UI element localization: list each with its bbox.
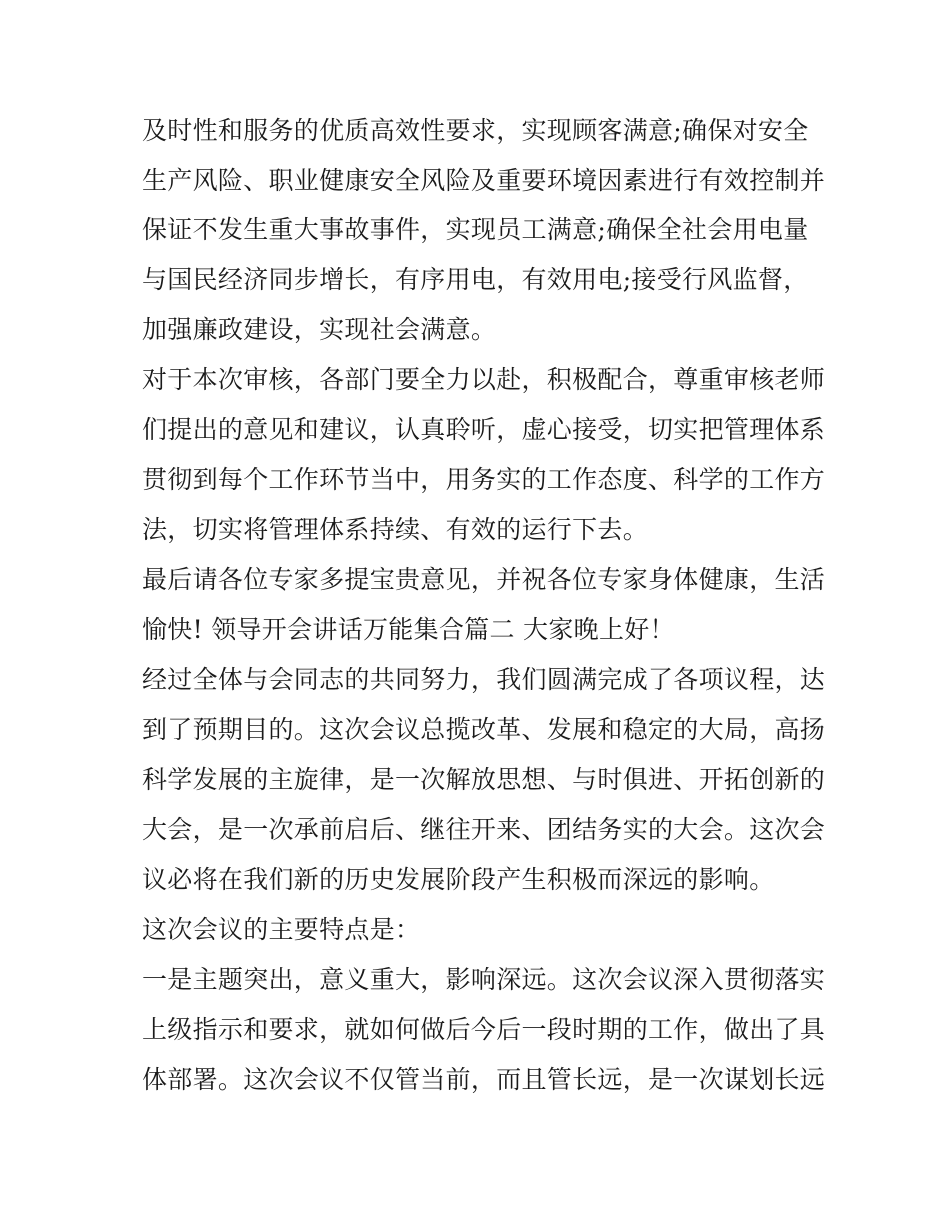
text-line: 贯彻到每个工作环节当中，用务实的工作态度、科学的工作方: [142, 465, 826, 494]
text-line: 经过全体与会同志的共同努力，我们圆满完成了各项议程，达: [142, 665, 826, 694]
text-line: 加强廉政建设，实现社会满意。: [142, 315, 497, 344]
text-line: 愉快! 领导开会讲话万能集合篇二 大家晚上好！: [142, 615, 675, 644]
text-line: 上级指示和要求，就如何做后今后一段时期的工作，做出了具: [142, 1015, 826, 1044]
text-line: 保证不发生重大事故事件，实现员工满意;确保全社会用电量: [142, 215, 809, 244]
text-line: 体部署。这次会议不仅管当前，而且管长远，是一次谋划长远: [142, 1065, 826, 1094]
text-line: 及时性和服务的优质高效性要求，实现顾客满意;确保对安全: [142, 116, 809, 145]
text-line: 对于本次审核，各部门要全力以赴，积极配合，尊重审核老师: [142, 365, 826, 394]
text-line: 法，切实将管理体系持续、有效的运行下去。: [142, 515, 649, 544]
text-line: 科学发展的主旋律，是一次解放思想、与时俱进、开拓创新的: [142, 765, 826, 794]
text-line: 议必将在我们新的历史发展阶段产生积极而深远的影响。: [142, 865, 775, 894]
text-line: 生产风险、职业健康安全风险及重要环境因素进行有效控制并: [142, 166, 826, 195]
text-line: 们提出的意见和建议，认真聆听，虚心接受，切实把管理体系: [142, 415, 826, 444]
text-line: 最后请各位专家多提宝贵意见，并祝各位专家身体健康，生活: [142, 565, 826, 594]
text-line: 这次会议的主要特点是：: [142, 915, 421, 944]
text-line: 与国民经济同步增长，有序用电，有效用电;接受行风监督，: [142, 265, 809, 294]
text-line: 到了预期目的。这次会议总揽改革、发展和稳定的大局，高扬: [142, 715, 826, 744]
text-line: 一是主题突出，意义重大，影响深远。这次会议深入贯彻落实: [142, 965, 826, 994]
text-line: 大会，是一次承前启后、继往开来、团结务实的大会。这次会: [142, 815, 826, 844]
